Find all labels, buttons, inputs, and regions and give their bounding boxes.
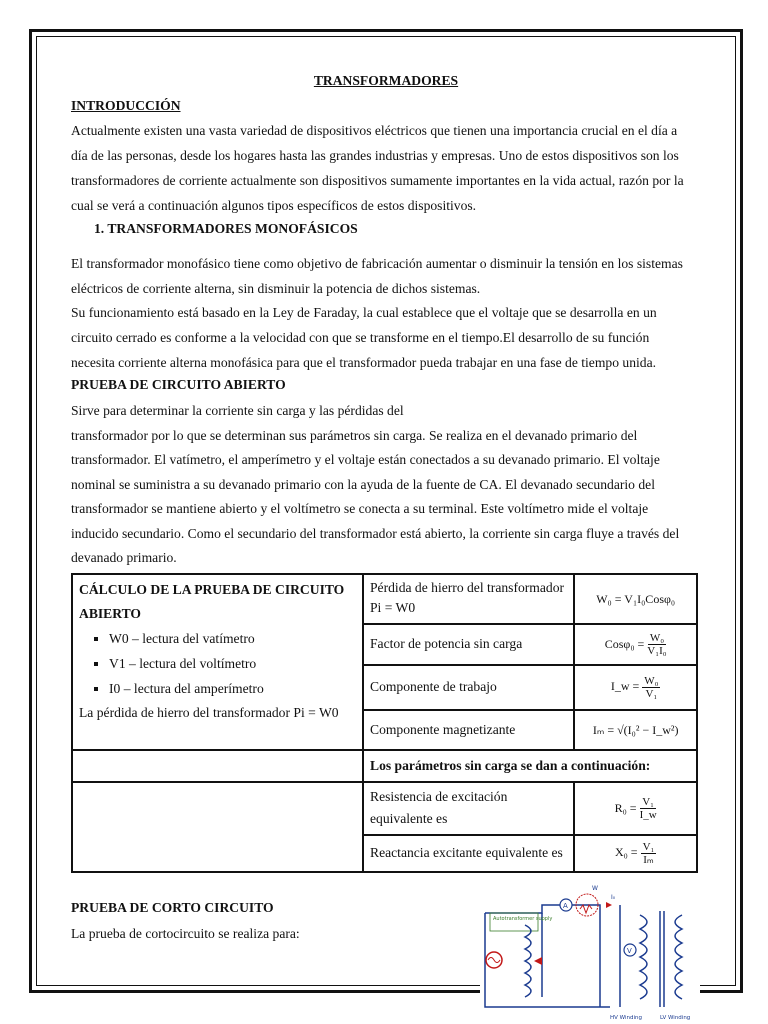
short-circuit-line: La prueba de cortocircuito se realiza para: — [71, 926, 300, 941]
open-circuit-line: Sirve para determinar la corriente sin carga y las pérdidas del — [71, 403, 404, 418]
calc-footer: La pérdida de hierro del transformador Pi = W0 — [79, 705, 339, 720]
fraction-numerator: V₁ — [642, 796, 655, 809]
section1-line: necesita corriente alterna monofásica para que el transformador pueda trabajar en una fase de tiempo unida. — [71, 355, 657, 370]
fraction-denominator: V₁ — [645, 688, 658, 701]
open-circuit-line: transformador se mantiene abierto y el voltímetro se conecta a su terminal. Este voltímetro mide el voltaje — [71, 501, 649, 516]
formula: W₀ = V₁I₀Cosφ₀ — [574, 574, 697, 624]
formula-lhs: I_w = — [610, 679, 640, 694]
list-item: ▪ W0 – lectura del vatímetro — [109, 626, 356, 651]
list-item: ▪ I0 – lectura del amperímetro — [109, 676, 356, 701]
fraction-denominator: V₁I₀ — [647, 645, 667, 658]
lv-winding-label: LV Winding — [660, 1015, 691, 1021]
row-label: Componente de trabajo — [363, 665, 574, 710]
row-label: Factor de potencia sin carga — [363, 624, 574, 664]
open-circuit-line: transformador. El vatímetro, el amperímetro y el voltaje están conectados a su devanado primario. El voltaje — [71, 452, 660, 467]
formula — [574, 665, 697, 710]
formula — [574, 624, 697, 664]
empty-cell — [72, 750, 363, 782]
row-label: Resistencia de excitación equivalente es — [363, 782, 574, 834]
section1-line: eléctricos de corriente alterna, sin disminuir la potencia de dichos sistemas. — [71, 281, 481, 296]
fraction-denominator: I_w — [639, 809, 657, 822]
formula-lhs: Cosφ₀ = — [604, 636, 645, 651]
section1-line: El transformador monofásico tiene como objetivo de fabricación aumentar o disminuir la tensión en los sistemas — [71, 256, 683, 271]
open-circuit-line: transformador por lo que se determinan sus parámetros sin carga. Se realiza en el devanado primario del — [71, 428, 638, 443]
open-circuit-heading: PRUEBA DE CIRCUITO ABIERTO — [71, 377, 286, 392]
wattmeter-label: W — [592, 885, 598, 892]
parameters-label: Los parámetros sin carga se dan a continuación: — [363, 750, 697, 782]
open-circuit-line: inducido secundario. Como el secundario del transformador está abierto, la corriente sin carga fluye a través del — [71, 526, 680, 541]
fraction — [642, 675, 660, 700]
readings-list — [79, 626, 356, 701]
calc-title: CÁLCULO DE LA PRUEBA DE CIRCUITO ABIERTO — [79, 582, 345, 621]
fraction — [647, 632, 666, 657]
intro-line: Actualmente existen una vasta variedad de dispositivos eléctricos que tienen una importancia crucial en el día a — [71, 123, 678, 138]
section1-heading: 1. TRANSFORMADORES MONOFÁSICOS — [94, 221, 358, 236]
supply-label: Autotransformer supply — [493, 916, 553, 922]
empty-cell — [72, 835, 363, 872]
intro-heading: INTRODUCCIÓN — [71, 98, 181, 113]
short-circuit-heading: PRUEBA DE CORTO CIRCUITO — [71, 900, 274, 915]
open-circuit-calc-table — [71, 573, 698, 873]
calc-description-cell — [72, 574, 363, 750]
fraction-numerator: W₀ — [649, 632, 665, 645]
list-item: ▪ V1 – lectura del voltímetro — [109, 651, 356, 676]
empty-cell — [72, 782, 363, 834]
fraction-denominator: Iₘ — [643, 854, 654, 867]
fraction-numerator: V₁ — [642, 841, 655, 854]
formula-lhs: X₀ = — [614, 845, 638, 860]
intro-line: transformadores de corriente actualmente son dispositivos sumamente importantes en la vida actual, razón por la — [71, 173, 684, 188]
document-title: TRANSFORMADORES — [313, 73, 459, 88]
row-label: Componente magnetizante — [363, 710, 574, 750]
row-label: Reactancia excitante equivalente es — [363, 835, 574, 872]
section1-line: Su funcionamiento está basado en la Ley de Faraday, la cual establece que el voltaje que se desarrolla en un — [71, 305, 657, 320]
formula — [574, 835, 697, 872]
formula — [574, 782, 697, 834]
fraction — [640, 796, 657, 821]
open-circuit-diagram — [480, 885, 700, 1024]
intro-line: cual se verá a continuación algunos tipos específicos de estos dispositivos. — [71, 198, 477, 213]
intro-line: día de las personas, desde los hogares hasta las grandes industrias y empresas. Uno de estos dispositivos son los — [71, 148, 679, 163]
fraction-numerator: W₀ — [644, 675, 659, 688]
formula: Iₘ = √(I₀² − I_w²) — [574, 710, 697, 750]
open-circuit-line: nominal se suministra a su devanado primario con la ayuda de la fuente de CA. El devanado secundario del — [71, 477, 655, 492]
row-label: Pérdida de hierro del transformador Pi = W0 — [363, 574, 574, 624]
current-label: I₀ — [611, 894, 616, 901]
open-circuit-line: devanado primario. — [71, 550, 177, 565]
hv-winding-label: HV Winding — [610, 1015, 642, 1021]
fraction — [641, 841, 657, 866]
formula-lhs: R₀ = — [614, 800, 637, 815]
section1-line: circuito cerrado es conforme a la velocidad con que se transforme en el tiempo.El desarrollo de su función — [71, 330, 650, 345]
voltmeter-label: V — [627, 947, 632, 955]
ammeter-label: A — [563, 902, 568, 910]
